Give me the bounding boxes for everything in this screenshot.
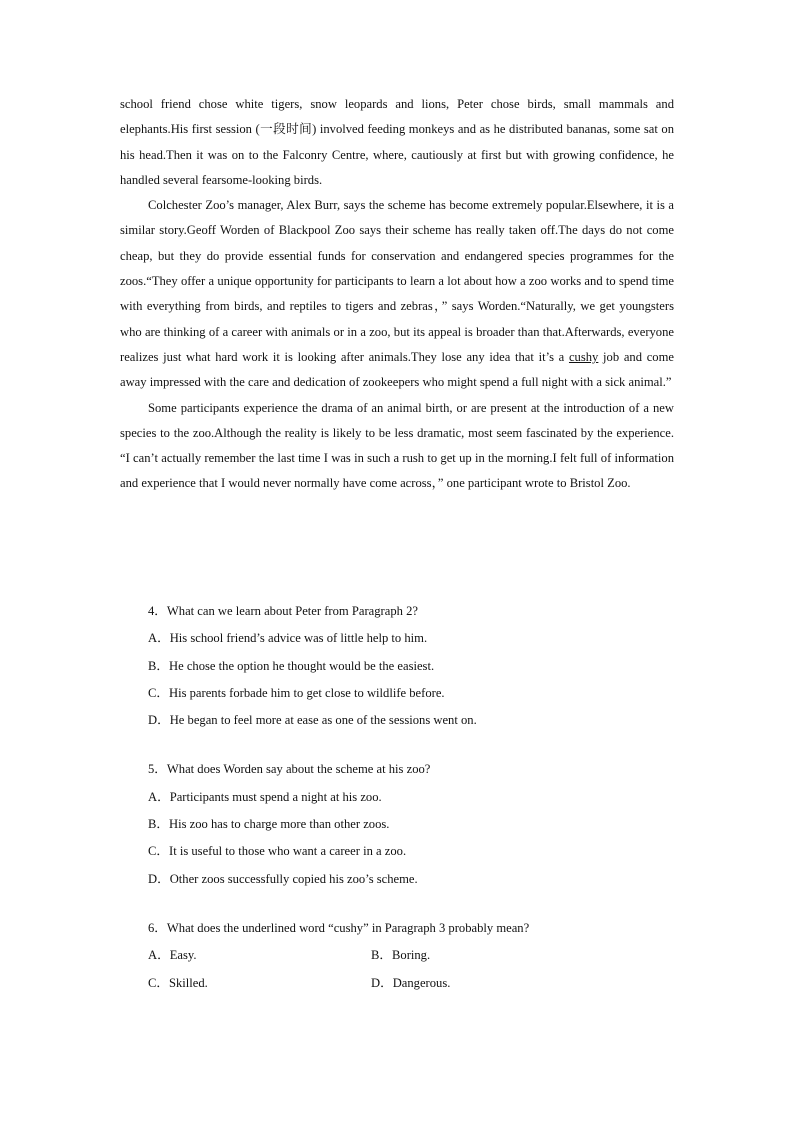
option-c: C．Skilled. [148,975,208,990]
option-row-1 [148,942,688,969]
paragraph-2 [120,193,674,395]
question-stem: 4．What can we learn about Peter from Paragraph 2? [148,604,418,618]
option-d: D．He began to feel more at ease as one of the sessions went on. [148,713,477,728]
paragraph-2-text-before: Colchester Zoo’s manager, Alex Burr, says the scheme has become extremely popular.Elsewhere, it is a similar story.Geoff Worden of Blackpool Zoo says their scheme has really taken off.The days do not come cheap, but they do provide essential funds for conservation and endangered species programmes for the zoos.“They offer a unique opportunity for participants to learn a lot about how a zoo works and to spend time with everything from birds, and reptiles to tigers and zebras，” says Worden.“Naturally, we get youngsters who are thinking of a career with animals or in a zoo, but its appeal is broader than that.Afterwards, everyone realizes just what hard work it is looking after animals.They lose any idea that it’s a [120,198,674,364]
question-5 [148,756,688,892]
option-d: D．Dangerous. [371,975,451,990]
option-b: B．Boring. [371,948,431,963]
question-list [148,598,688,1019]
question-stem: 6．What does the underlined word “cushy” in Paragraph 3 probably mean? [148,920,530,935]
option-b: B．His zoo has to charge more than other zoos. [148,817,390,832]
option-d: D．Other zoos successfully copied his zoo’s scheme. [148,871,418,886]
question-stem: 5．What does Worden say about the scheme at his zoo? [148,762,431,777]
option-a: A．Easy. [148,948,197,963]
question-4 [148,598,688,734]
paragraph-3: Some participants experience the drama of an animal birth, or are present at the introduction of a new species to the zoo.Although the reality is likely to be less dramatic, most seem fascinated by the experience. “I can’t actually remember the last time I was in such a rush to get up in the morning.I felt full of information and experience that I would never normally have come across，” one participant wrote to Bristol Zoo. [120,400,674,491]
paragraph-2-text-after: job and come away impressed with the care and dedication of zookeepers who might spend a full night with a sick animal.” [120,349,674,390]
option-b: B．He chose the option he thought would be the easiest. [148,658,435,673]
option-a: A．Participants must spend a night at his zoo. [148,789,382,804]
option-row-2 [148,970,688,997]
option-c: C．His parents forbade him to get close to wildlife before. [148,685,445,700]
question-6 [148,915,688,997]
option-a: A．His school friend’s advice was of little help to him. [148,631,428,646]
option-c: C．It is useful to those who want a career in a zoo. [148,844,407,859]
reading-passage [120,92,674,497]
paragraph-1: school friend chose white tigers, snow leopards and lions, Peter chose birds, small mammals and elephants.His first session (一段时间) involved feeding monkeys and as he distributed bananas, some sat on his head.Then it was on to the Falconry Centre, where, cautiously at first but with growing confidence, he handled several fearsome-looking birds. [120,97,674,187]
underlined-word: cushy [568,349,599,364]
